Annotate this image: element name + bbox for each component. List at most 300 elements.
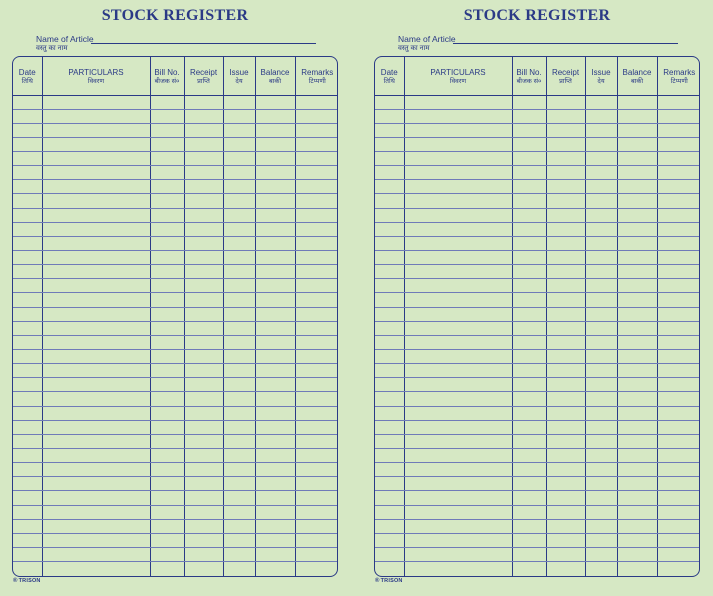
entry-cell[interactable] — [42, 406, 150, 420]
entry-cell[interactable] — [512, 364, 546, 378]
entry-cell[interactable] — [42, 548, 150, 562]
entry-cell[interactable] — [512, 152, 546, 166]
entry-cell[interactable] — [295, 562, 338, 576]
entry-cell[interactable] — [512, 109, 546, 123]
entry-cell[interactable] — [375, 548, 404, 562]
entry-cell[interactable] — [42, 293, 150, 307]
entry-cell[interactable] — [184, 519, 223, 533]
entry-cell[interactable] — [657, 392, 700, 406]
entry-cell[interactable] — [42, 95, 150, 109]
entry-cell[interactable] — [13, 449, 42, 463]
entry-cell[interactable] — [404, 166, 512, 180]
entry-cell[interactable] — [512, 335, 546, 349]
entry-cell[interactable] — [184, 449, 223, 463]
entry-cell[interactable] — [255, 548, 295, 562]
entry-cell[interactable] — [657, 533, 700, 547]
entry-cell[interactable] — [255, 307, 295, 321]
entry-cell[interactable] — [223, 406, 255, 420]
entry-cell[interactable] — [223, 392, 255, 406]
entry-cell[interactable] — [657, 293, 700, 307]
entry-cell[interactable] — [585, 392, 617, 406]
entry-cell[interactable] — [546, 364, 585, 378]
entry-cell[interactable] — [295, 321, 338, 335]
entry-cell[interactable] — [585, 491, 617, 505]
entry-cell[interactable] — [404, 265, 512, 279]
entry-cell[interactable] — [617, 378, 657, 392]
entry-cell[interactable] — [13, 194, 42, 208]
entry-cell[interactable] — [404, 463, 512, 477]
entry-cell[interactable] — [375, 194, 404, 208]
entry-cell[interactable] — [295, 449, 338, 463]
entry-cell[interactable] — [42, 434, 150, 448]
entry-cell[interactable] — [617, 491, 657, 505]
entry-cell[interactable] — [150, 463, 184, 477]
entry-cell[interactable] — [585, 335, 617, 349]
entry-cell[interactable] — [657, 449, 700, 463]
entry-cell[interactable] — [404, 208, 512, 222]
entry-cell[interactable] — [255, 194, 295, 208]
entry-cell[interactable] — [546, 378, 585, 392]
article-write-line[interactable] — [91, 43, 316, 44]
entry-cell[interactable] — [295, 166, 338, 180]
entry-cell[interactable] — [295, 350, 338, 364]
entry-cell[interactable] — [657, 548, 700, 562]
entry-cell[interactable] — [255, 350, 295, 364]
entry-cell[interactable] — [255, 477, 295, 491]
entry-cell[interactable] — [375, 123, 404, 137]
entry-cell[interactable] — [657, 420, 700, 434]
entry-cell[interactable] — [42, 392, 150, 406]
entry-cell[interactable] — [295, 194, 338, 208]
entry-cell[interactable] — [657, 180, 700, 194]
entry-cell[interactable] — [512, 208, 546, 222]
entry-cell[interactable] — [295, 378, 338, 392]
entry-cell[interactable] — [150, 194, 184, 208]
entry-cell[interactable] — [42, 137, 150, 151]
entry-cell[interactable] — [13, 463, 42, 477]
entry-cell[interactable] — [223, 378, 255, 392]
entry-cell[interactable] — [13, 109, 42, 123]
entry-cell[interactable] — [295, 434, 338, 448]
entry-cell[interactable] — [585, 265, 617, 279]
entry-cell[interactable] — [512, 533, 546, 547]
entry-cell[interactable] — [404, 251, 512, 265]
entry-cell[interactable] — [223, 279, 255, 293]
entry-cell[interactable] — [512, 180, 546, 194]
entry-cell[interactable] — [617, 449, 657, 463]
entry-cell[interactable] — [375, 279, 404, 293]
entry-cell[interactable] — [255, 166, 295, 180]
entry-cell[interactable] — [13, 392, 42, 406]
entry-cell[interactable] — [375, 406, 404, 420]
entry-cell[interactable] — [585, 293, 617, 307]
entry-cell[interactable] — [255, 449, 295, 463]
entry-cell[interactable] — [546, 279, 585, 293]
entry-cell[interactable] — [13, 137, 42, 151]
entry-cell[interactable] — [585, 505, 617, 519]
entry-cell[interactable] — [546, 293, 585, 307]
entry-cell[interactable] — [42, 265, 150, 279]
entry-cell[interactable] — [585, 279, 617, 293]
entry-cell[interactable] — [404, 123, 512, 137]
entry-cell[interactable] — [404, 194, 512, 208]
entry-cell[interactable] — [512, 222, 546, 236]
entry-cell[interactable] — [404, 548, 512, 562]
entry-cell[interactable] — [404, 533, 512, 547]
entry-cell[interactable] — [223, 548, 255, 562]
entry-cell[interactable] — [13, 477, 42, 491]
entry-cell[interactable] — [375, 335, 404, 349]
entry-cell[interactable] — [375, 208, 404, 222]
entry-cell[interactable] — [255, 180, 295, 194]
entry-cell[interactable] — [223, 307, 255, 321]
entry-cell[interactable] — [184, 152, 223, 166]
entry-cell[interactable] — [585, 420, 617, 434]
entry-cell[interactable] — [657, 95, 700, 109]
entry-cell[interactable] — [585, 350, 617, 364]
entry-cell[interactable] — [617, 293, 657, 307]
entry-cell[interactable] — [255, 392, 295, 406]
entry-cell[interactable] — [585, 251, 617, 265]
entry-cell[interactable] — [512, 392, 546, 406]
entry-cell[interactable] — [223, 505, 255, 519]
entry-cell[interactable] — [150, 208, 184, 222]
entry-cell[interactable] — [617, 364, 657, 378]
entry-cell[interactable] — [255, 505, 295, 519]
entry-cell[interactable] — [150, 279, 184, 293]
entry-cell[interactable] — [223, 562, 255, 576]
entry-cell[interactable] — [42, 152, 150, 166]
entry-cell[interactable] — [512, 350, 546, 364]
entry-cell[interactable] — [512, 293, 546, 307]
entry-cell[interactable] — [512, 265, 546, 279]
entry-cell[interactable] — [42, 251, 150, 265]
entry-cell[interactable] — [184, 463, 223, 477]
entry-cell[interactable] — [223, 335, 255, 349]
entry-cell[interactable] — [546, 307, 585, 321]
entry-cell[interactable] — [295, 505, 338, 519]
entry-cell[interactable] — [42, 194, 150, 208]
entry-cell[interactable] — [13, 533, 42, 547]
entry-cell[interactable] — [13, 364, 42, 378]
entry-cell[interactable] — [585, 533, 617, 547]
entry-cell[interactable] — [657, 152, 700, 166]
entry-cell[interactable] — [512, 463, 546, 477]
entry-cell[interactable] — [546, 137, 585, 151]
entry-cell[interactable] — [512, 420, 546, 434]
entry-cell[interactable] — [657, 307, 700, 321]
entry-cell[interactable] — [404, 236, 512, 250]
entry-cell[interactable] — [42, 562, 150, 576]
entry-cell[interactable] — [255, 208, 295, 222]
entry-cell[interactable] — [42, 321, 150, 335]
entry-cell[interactable] — [617, 279, 657, 293]
entry-cell[interactable] — [255, 293, 295, 307]
entry-cell[interactable] — [404, 449, 512, 463]
entry-cell[interactable] — [42, 123, 150, 137]
entry-cell[interactable] — [184, 251, 223, 265]
entry-cell[interactable] — [546, 166, 585, 180]
entry-cell[interactable] — [184, 562, 223, 576]
entry-cell[interactable] — [255, 406, 295, 420]
entry-cell[interactable] — [617, 137, 657, 151]
entry-cell[interactable] — [404, 406, 512, 420]
entry-cell[interactable] — [404, 519, 512, 533]
entry-cell[interactable] — [295, 491, 338, 505]
entry-cell[interactable] — [546, 208, 585, 222]
entry-cell[interactable] — [512, 166, 546, 180]
entry-cell[interactable] — [512, 406, 546, 420]
entry-cell[interactable] — [546, 109, 585, 123]
entry-cell[interactable] — [404, 562, 512, 576]
entry-cell[interactable] — [617, 505, 657, 519]
entry-cell[interactable] — [585, 463, 617, 477]
entry-cell[interactable] — [255, 463, 295, 477]
entry-cell[interactable] — [657, 434, 700, 448]
entry-cell[interactable] — [512, 321, 546, 335]
entry-cell[interactable] — [585, 449, 617, 463]
entry-cell[interactable] — [546, 152, 585, 166]
entry-cell[interactable] — [184, 293, 223, 307]
entry-cell[interactable] — [150, 519, 184, 533]
entry-cell[interactable] — [150, 123, 184, 137]
entry-cell[interactable] — [150, 477, 184, 491]
entry-cell[interactable] — [295, 236, 338, 250]
entry-cell[interactable] — [375, 137, 404, 151]
entry-cell[interactable] — [546, 251, 585, 265]
entry-cell[interactable] — [617, 519, 657, 533]
entry-cell[interactable] — [184, 335, 223, 349]
entry-cell[interactable] — [184, 392, 223, 406]
entry-cell[interactable] — [13, 491, 42, 505]
entry-cell[interactable] — [512, 307, 546, 321]
entry-cell[interactable] — [150, 392, 184, 406]
entry-cell[interactable] — [295, 208, 338, 222]
entry-cell[interactable] — [13, 180, 42, 194]
entry-cell[interactable] — [546, 491, 585, 505]
entry-cell[interactable] — [223, 109, 255, 123]
entry-cell[interactable] — [617, 194, 657, 208]
entry-cell[interactable] — [375, 180, 404, 194]
entry-cell[interactable] — [585, 137, 617, 151]
entry-cell[interactable] — [150, 378, 184, 392]
entry-cell[interactable] — [617, 265, 657, 279]
entry-cell[interactable] — [512, 434, 546, 448]
entry-cell[interactable] — [184, 279, 223, 293]
entry-cell[interactable] — [184, 109, 223, 123]
entry-cell[interactable] — [150, 533, 184, 547]
entry-cell[interactable] — [585, 406, 617, 420]
entry-cell[interactable] — [223, 293, 255, 307]
entry-cell[interactable] — [184, 208, 223, 222]
entry-cell[interactable] — [585, 477, 617, 491]
entry-cell[interactable] — [404, 137, 512, 151]
entry-cell[interactable] — [657, 251, 700, 265]
entry-cell[interactable] — [512, 477, 546, 491]
entry-cell[interactable] — [546, 392, 585, 406]
entry-cell[interactable] — [295, 548, 338, 562]
entry-cell[interactable] — [42, 166, 150, 180]
entry-cell[interactable] — [585, 194, 617, 208]
entry-cell[interactable] — [404, 378, 512, 392]
entry-cell[interactable] — [223, 208, 255, 222]
entry-cell[interactable] — [404, 293, 512, 307]
entry-cell[interactable] — [546, 265, 585, 279]
entry-cell[interactable] — [617, 222, 657, 236]
entry-cell[interactable] — [375, 420, 404, 434]
entry-cell[interactable] — [585, 208, 617, 222]
entry-cell[interactable] — [617, 236, 657, 250]
entry-cell[interactable] — [375, 392, 404, 406]
entry-cell[interactable] — [255, 562, 295, 576]
entry-cell[interactable] — [42, 519, 150, 533]
entry-cell[interactable] — [150, 420, 184, 434]
entry-cell[interactable] — [184, 180, 223, 194]
entry-cell[interactable] — [13, 321, 42, 335]
entry-cell[interactable] — [42, 463, 150, 477]
entry-cell[interactable] — [657, 350, 700, 364]
entry-cell[interactable] — [512, 137, 546, 151]
entry-cell[interactable] — [255, 236, 295, 250]
entry-cell[interactable] — [617, 350, 657, 364]
entry-cell[interactable] — [512, 548, 546, 562]
entry-cell[interactable] — [657, 519, 700, 533]
entry-cell[interactable] — [617, 123, 657, 137]
entry-cell[interactable] — [223, 491, 255, 505]
entry-cell[interactable] — [184, 378, 223, 392]
entry-cell[interactable] — [404, 95, 512, 109]
entry-cell[interactable] — [295, 392, 338, 406]
entry-cell[interactable] — [512, 378, 546, 392]
entry-cell[interactable] — [13, 420, 42, 434]
entry-cell[interactable] — [657, 477, 700, 491]
entry-cell[interactable] — [585, 519, 617, 533]
entry-cell[interactable] — [585, 152, 617, 166]
entry-cell[interactable] — [42, 378, 150, 392]
entry-cell[interactable] — [13, 166, 42, 180]
entry-cell[interactable] — [255, 364, 295, 378]
entry-cell[interactable] — [375, 378, 404, 392]
entry-cell[interactable] — [404, 335, 512, 349]
entry-cell[interactable] — [657, 222, 700, 236]
entry-cell[interactable] — [546, 236, 585, 250]
entry-cell[interactable] — [512, 95, 546, 109]
entry-cell[interactable] — [404, 420, 512, 434]
entry-cell[interactable] — [13, 378, 42, 392]
entry-cell[interactable] — [42, 279, 150, 293]
entry-cell[interactable] — [42, 109, 150, 123]
entry-cell[interactable] — [184, 350, 223, 364]
entry-cell[interactable] — [184, 236, 223, 250]
entry-cell[interactable] — [375, 477, 404, 491]
entry-cell[interactable] — [512, 236, 546, 250]
entry-cell[interactable] — [150, 562, 184, 576]
entry-cell[interactable] — [255, 152, 295, 166]
entry-cell[interactable] — [617, 562, 657, 576]
entry-cell[interactable] — [150, 222, 184, 236]
entry-cell[interactable] — [184, 321, 223, 335]
entry-cell[interactable] — [42, 491, 150, 505]
entry-cell[interactable] — [546, 533, 585, 547]
entry-cell[interactable] — [375, 533, 404, 547]
entry-cell[interactable] — [585, 236, 617, 250]
entry-cell[interactable] — [295, 180, 338, 194]
entry-cell[interactable] — [42, 350, 150, 364]
entry-cell[interactable] — [184, 123, 223, 137]
entry-cell[interactable] — [657, 166, 700, 180]
entry-cell[interactable] — [546, 519, 585, 533]
entry-cell[interactable] — [223, 265, 255, 279]
entry-cell[interactable] — [546, 335, 585, 349]
entry-cell[interactable] — [150, 152, 184, 166]
entry-cell[interactable] — [13, 519, 42, 533]
entry-cell[interactable] — [404, 307, 512, 321]
entry-cell[interactable] — [255, 519, 295, 533]
entry-cell[interactable] — [223, 420, 255, 434]
entry-cell[interactable] — [657, 279, 700, 293]
entry-cell[interactable] — [657, 109, 700, 123]
entry-cell[interactable] — [657, 265, 700, 279]
entry-cell[interactable] — [295, 533, 338, 547]
entry-cell[interactable] — [295, 420, 338, 434]
entry-cell[interactable] — [255, 251, 295, 265]
entry-cell[interactable] — [512, 505, 546, 519]
entry-cell[interactable] — [404, 477, 512, 491]
entry-cell[interactable] — [546, 406, 585, 420]
entry-cell[interactable] — [657, 123, 700, 137]
entry-cell[interactable] — [512, 194, 546, 208]
entry-cell[interactable] — [375, 562, 404, 576]
entry-cell[interactable] — [150, 406, 184, 420]
entry-cell[interactable] — [512, 279, 546, 293]
entry-cell[interactable] — [223, 463, 255, 477]
entry-cell[interactable] — [657, 137, 700, 151]
entry-cell[interactable] — [184, 533, 223, 547]
entry-cell[interactable] — [42, 180, 150, 194]
entry-cell[interactable] — [657, 335, 700, 349]
entry-cell[interactable] — [404, 350, 512, 364]
entry-cell[interactable] — [255, 222, 295, 236]
entry-cell[interactable] — [657, 236, 700, 250]
entry-cell[interactable] — [657, 194, 700, 208]
entry-cell[interactable] — [184, 265, 223, 279]
entry-cell[interactable] — [375, 364, 404, 378]
entry-cell[interactable] — [617, 463, 657, 477]
entry-cell[interactable] — [375, 307, 404, 321]
entry-cell[interactable] — [13, 335, 42, 349]
entry-cell[interactable] — [255, 378, 295, 392]
entry-cell[interactable] — [184, 194, 223, 208]
entry-cell[interactable] — [223, 95, 255, 109]
entry-cell[interactable] — [617, 95, 657, 109]
entry-cell[interactable] — [42, 208, 150, 222]
entry-cell[interactable] — [42, 477, 150, 491]
entry-cell[interactable] — [13, 95, 42, 109]
entry-cell[interactable] — [223, 166, 255, 180]
entry-cell[interactable] — [255, 137, 295, 151]
entry-cell[interactable] — [375, 166, 404, 180]
entry-cell[interactable] — [13, 307, 42, 321]
entry-cell[interactable] — [404, 180, 512, 194]
entry-cell[interactable] — [13, 562, 42, 576]
entry-cell[interactable] — [223, 137, 255, 151]
entry-cell[interactable] — [617, 477, 657, 491]
entry-cell[interactable] — [150, 251, 184, 265]
entry-cell[interactable] — [546, 420, 585, 434]
entry-cell[interactable] — [295, 406, 338, 420]
entry-cell[interactable] — [546, 321, 585, 335]
entry-cell[interactable] — [295, 152, 338, 166]
